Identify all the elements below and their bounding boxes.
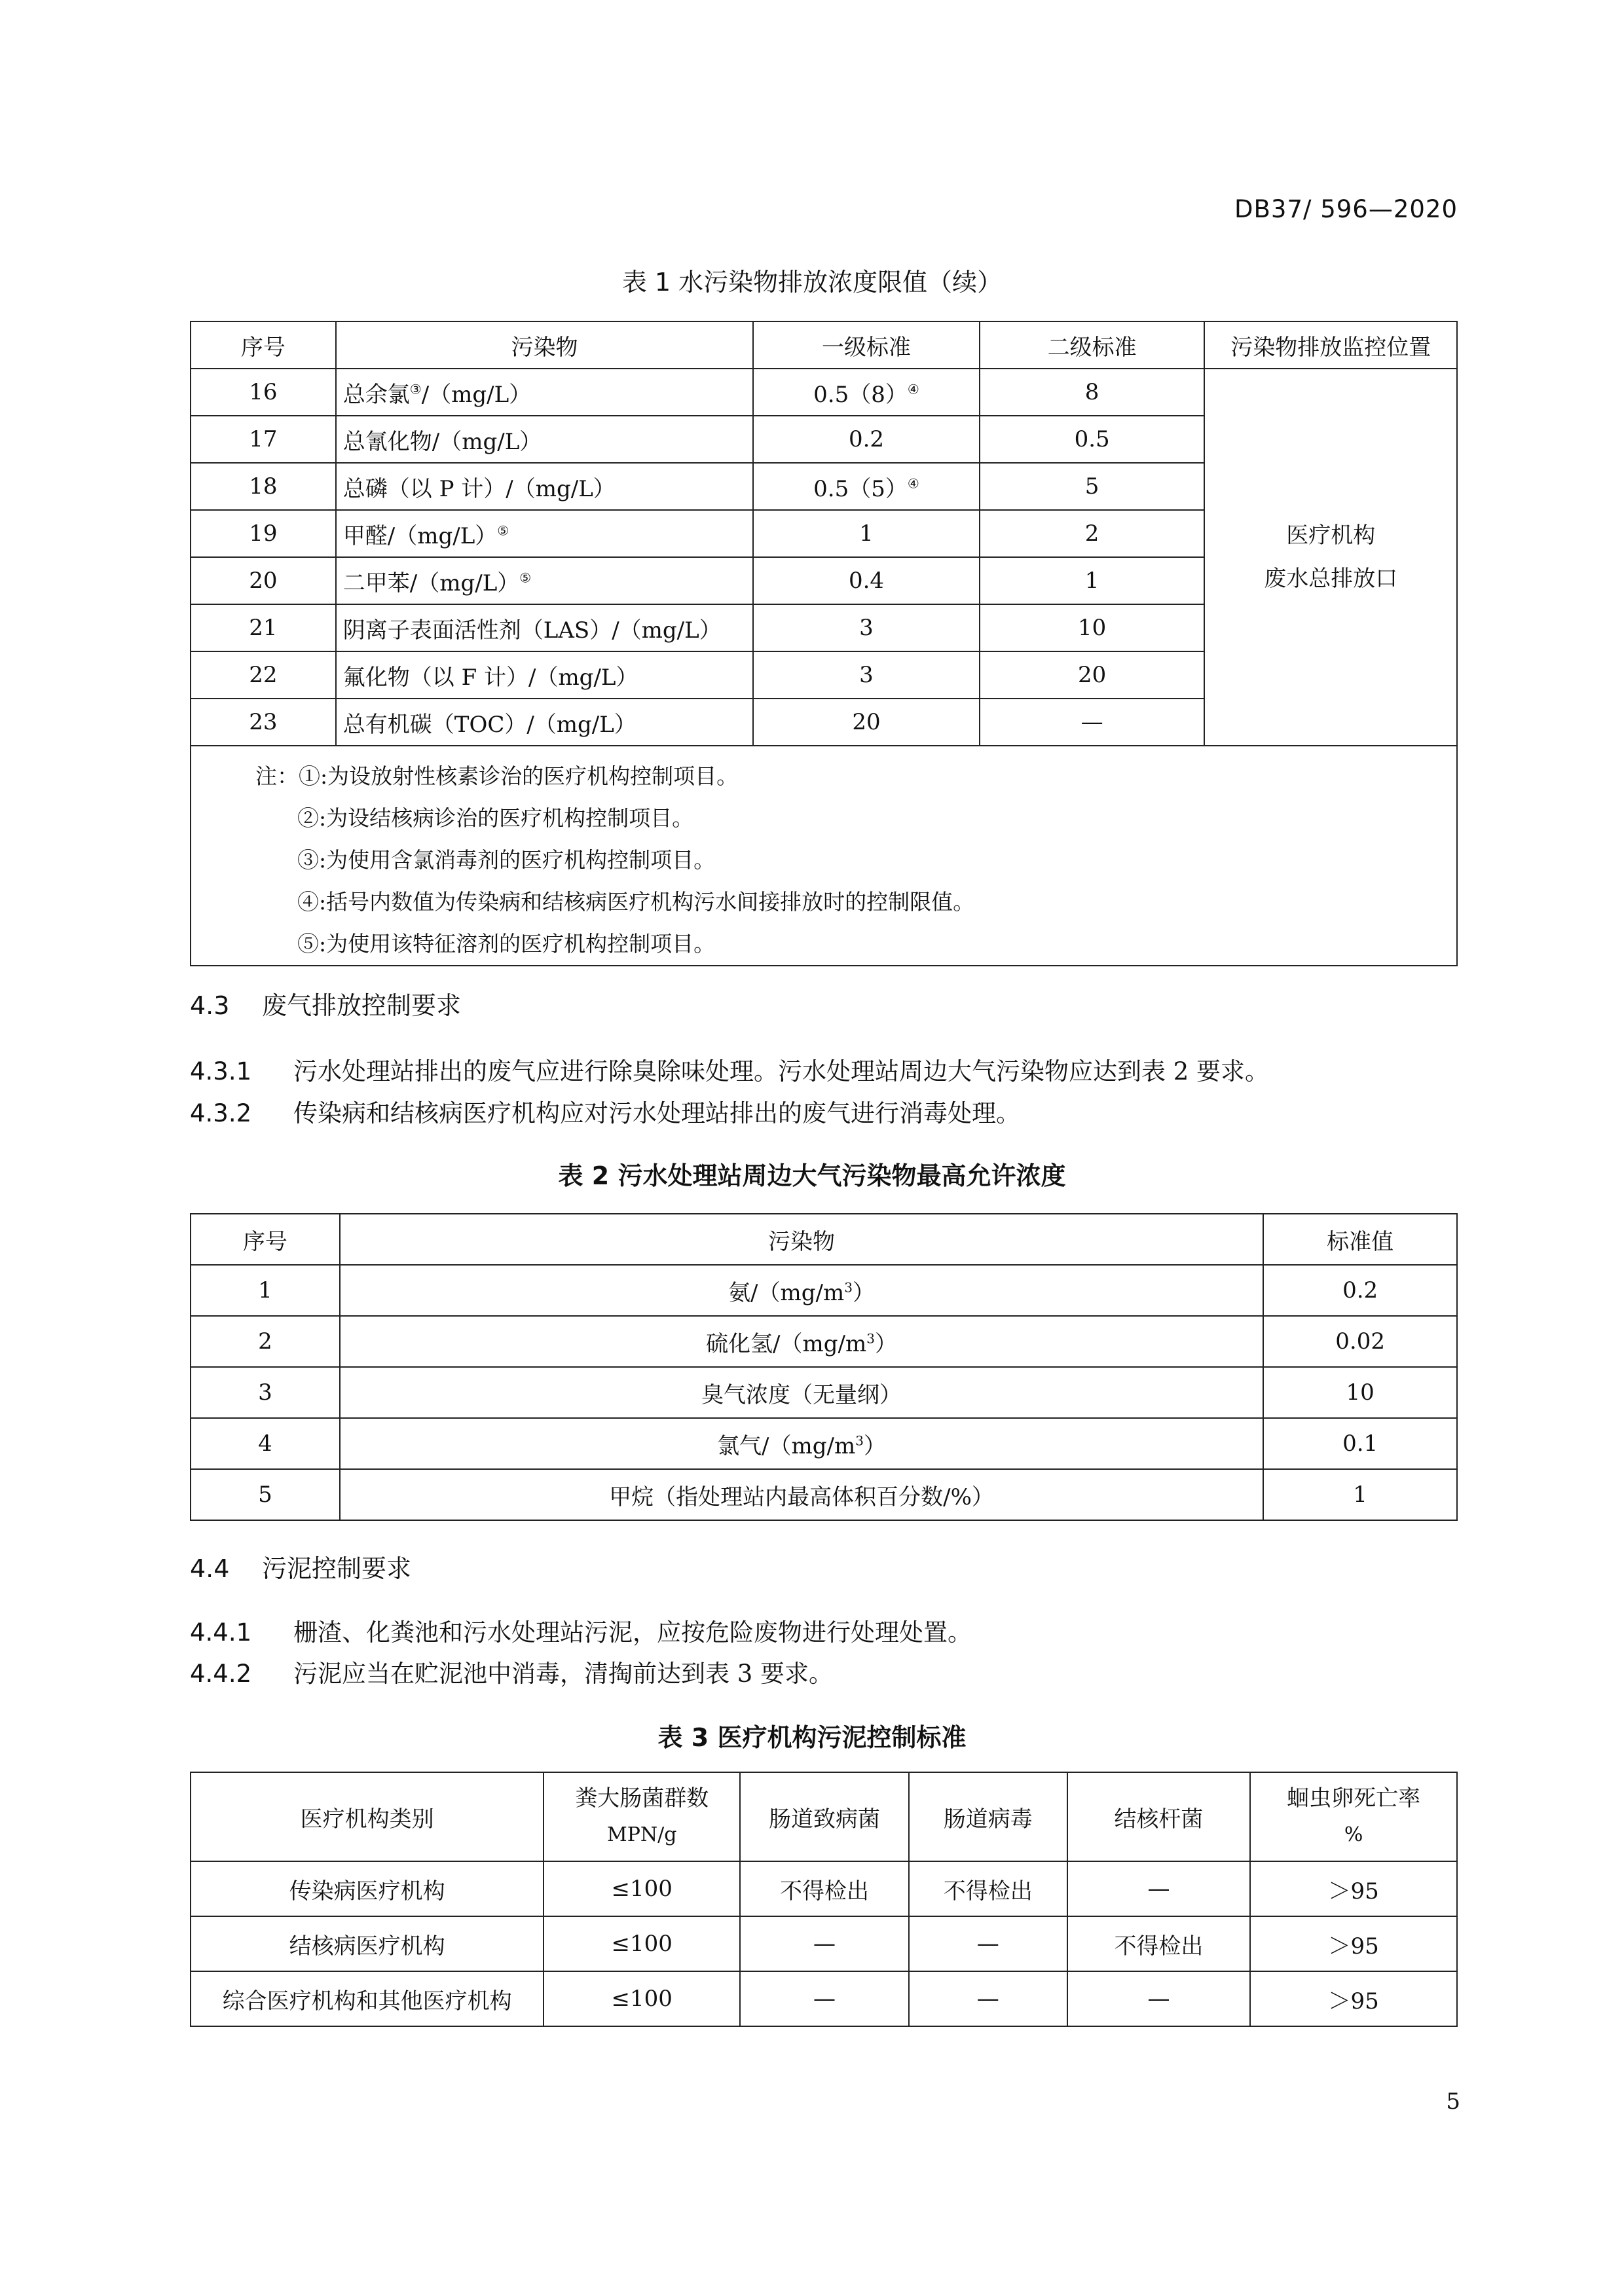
row-number: 4 — [191, 1418, 340, 1469]
level1-value: 1 — [753, 510, 980, 557]
level2-value: 20 — [980, 651, 1205, 699]
col-header: 序号 — [191, 1214, 340, 1265]
section-title: 废气排放控制要求 — [262, 991, 462, 1020]
cell-value: ＞95 — [1250, 1916, 1457, 1971]
note-line: ④:括号内数值为传染病和结核病医疗机构污水间接排放时的控制限值。 — [297, 889, 975, 915]
row-number: 3 — [191, 1367, 340, 1418]
row-number: 2 — [191, 1316, 340, 1367]
level2-value: — — [980, 699, 1205, 746]
cell-value: — — [1067, 1971, 1251, 2026]
institution-type: 结核病医疗机构 — [191, 1916, 544, 1971]
level2-value: 5 — [980, 463, 1205, 510]
col-header: 肠道病毒 — [909, 1772, 1067, 1861]
pollutant-name: 二甲苯/（mg/L）⑤ — [336, 557, 753, 604]
row-number: 19 — [191, 510, 336, 557]
col-header: 一级标准 — [753, 321, 980, 369]
level1-value: 0.5（8）④ — [753, 369, 980, 416]
col-header: 序号 — [191, 321, 336, 369]
pollutant-name: 总氰化物/（mg/L） — [336, 416, 753, 463]
table1 — [190, 321, 1458, 966]
cell-value: ＞95 — [1250, 1971, 1457, 2026]
table-row — [191, 1418, 1457, 1469]
col-header: 肠道致病菌 — [740, 1772, 909, 1861]
col-header: 医疗机构类别 — [191, 1772, 544, 1861]
table2 — [190, 1213, 1458, 1521]
standard-value: 10 — [1263, 1367, 1457, 1418]
row-number: 1 — [191, 1265, 340, 1316]
page-number: 5 — [1446, 2088, 1460, 2115]
level2-value: 10 — [980, 604, 1205, 651]
table-row — [191, 1367, 1457, 1418]
section-heading-4-3 — [190, 985, 461, 1021]
section-number: 4.4 — [190, 1554, 230, 1583]
standard-value: 0.02 — [1263, 1316, 1457, 1367]
table-row — [191, 1916, 1457, 1971]
table2-header-row — [191, 1214, 1457, 1265]
pollutant-name: 臭气浓度（无量纲） — [340, 1367, 1263, 1418]
level2-value: 2 — [980, 510, 1205, 557]
pollutant-name: 阴离子表面活性剂（LAS）/（mg/L） — [336, 604, 753, 651]
table-row — [191, 369, 1457, 416]
col-header: 蛔虫卵死亡率 % — [1250, 1772, 1457, 1861]
level1-value: 20 — [753, 699, 980, 746]
note-line: ②:为设结核病诊治的医疗机构控制项目。 — [297, 805, 694, 831]
pollutant-name: 甲烷（指处理站内最高体积百分数/%） — [340, 1469, 1263, 1520]
standard-value: 0.1 — [1263, 1418, 1457, 1469]
col-header: 污染物排放监控位置 — [1204, 321, 1457, 369]
cell-value: 不得检出 — [740, 1861, 909, 1916]
col-header: 污染物 — [336, 321, 753, 369]
cell-value: ≤100 — [544, 1861, 740, 1916]
row-number: 22 — [191, 651, 336, 699]
table3 — [190, 1772, 1458, 2027]
clause-4-3-2: 4.3.2 传染病和结核病医疗机构应对污水处理站排出的废气进行消毒处理。 — [190, 1099, 1020, 1127]
pollutant-name: 硫化氢$/(mg/m^3)$ — [340, 1316, 1263, 1367]
standard-value: 0.2 — [1263, 1265, 1457, 1316]
table3-header-row — [191, 1772, 1457, 1861]
note-line: 注：①:为设放射性核素诊治的医疗机构控制项目。 — [255, 763, 739, 789]
row-number: 5 — [191, 1469, 340, 1520]
document-code: DB37/ 596—2020 — [1234, 195, 1458, 223]
cell-value: ≤100 — [544, 1971, 740, 2026]
clause-4-4-2: 4.4.2 污泥应当在贮泥池中消毒，清掏前达到表 3 要求。 — [190, 1660, 834, 1688]
table2-caption: 表 2 污水处理站周边大气污染物最高允许浓度 — [558, 1161, 1066, 1190]
col-header: 污染物 — [340, 1214, 1263, 1265]
section-heading-4-4 — [190, 1548, 411, 1584]
section-number: 4.3 — [190, 991, 230, 1020]
row-number: 17 — [191, 416, 336, 463]
table-row — [191, 1971, 1457, 2026]
level1-value: 0.2 — [753, 416, 980, 463]
pollutant-name: 氟化物（以 F 计）/（mg/L） — [336, 651, 753, 699]
table1-caption: 表 1 水污染物排放浓度限值（续） — [621, 268, 1003, 297]
col-header: 粪大肠菌群数 MPN/g — [544, 1772, 740, 1861]
level1-value: 0.5（5）④ — [753, 463, 980, 510]
level2-value: 1 — [980, 557, 1205, 604]
row-number: 21 — [191, 604, 336, 651]
table-row — [191, 1469, 1457, 1520]
table-row — [191, 1265, 1457, 1316]
table3-caption: 表 3 医疗机构污泥控制标准 — [657, 1723, 967, 1752]
level2-value: 0.5 — [980, 416, 1205, 463]
level2-value: 8 — [980, 369, 1205, 416]
standard-value: 1 — [1263, 1469, 1457, 1520]
level1-value: 3 — [753, 604, 980, 651]
cell-value: 不得检出 — [909, 1861, 1067, 1916]
level1-value: 0.4 — [753, 557, 980, 604]
note-line: ⑤:为使用该特征溶剂的医疗机构控制项目。 — [297, 931, 716, 957]
cell-value: — — [1067, 1861, 1251, 1916]
col-header: 二级标准 — [980, 321, 1205, 369]
institution-type: 传染病医疗机构 — [191, 1861, 544, 1916]
table-row — [191, 1861, 1457, 1916]
monitoring-location: 医疗机构 废水总排放口 — [1204, 369, 1457, 746]
cell-value: — — [740, 1971, 909, 2026]
pollutant-name: 甲醛/（mg/L）⑤ — [336, 510, 753, 557]
note-line: ③:为使用含氯消毒剂的医疗机构控制项目。 — [297, 847, 716, 873]
cell-value: ≤100 — [544, 1916, 740, 1971]
clause-4-4-1: 4.4.1 栅渣、化粪池和污水处理站污泥，应按危险废物进行处理处置。 — [190, 1618, 972, 1647]
cell-value: — — [909, 1916, 1067, 1971]
table1-header-row — [191, 321, 1457, 369]
level1-value: 3 — [753, 651, 980, 699]
row-number: 16 — [191, 369, 336, 416]
table1-notes-row — [191, 746, 1457, 966]
cell-value: — — [740, 1916, 909, 1971]
cell-value: — — [909, 1971, 1067, 2026]
pollutant-name: 氯气$/(mg/m^3)$ — [340, 1418, 1263, 1469]
table-row — [191, 1316, 1457, 1367]
row-number: 23 — [191, 699, 336, 746]
pollutant-name: 氨$/(mg/m^3)$ — [340, 1265, 1263, 1316]
pollutant-name: 总余氯③/（mg/L） — [336, 369, 753, 416]
pollutant-name: 总磷（以 P 计）/（mg/L） — [336, 463, 753, 510]
col-header: 结核杆菌 — [1067, 1772, 1251, 1861]
row-number: 20 — [191, 557, 336, 604]
institution-type: 综合医疗机构和其他医疗机构 — [191, 1971, 544, 2026]
cell-value: 不得检出 — [1067, 1916, 1251, 1971]
clause-4-3-1: 4.3.1 污水处理站排出的废气应进行除臭除味处理。污水处理站周边大气污染物应达到表 2 要求。 — [190, 1057, 1270, 1085]
table1-notes — [191, 746, 1457, 966]
cell-value: ＞95 — [1250, 1861, 1457, 1916]
pollutant-name: 总有机碳（TOC）/（mg/L） — [336, 699, 753, 746]
col-header: 标准值 — [1263, 1214, 1457, 1265]
row-number: 18 — [191, 463, 336, 510]
section-title: 污泥控制要求 — [262, 1554, 412, 1583]
